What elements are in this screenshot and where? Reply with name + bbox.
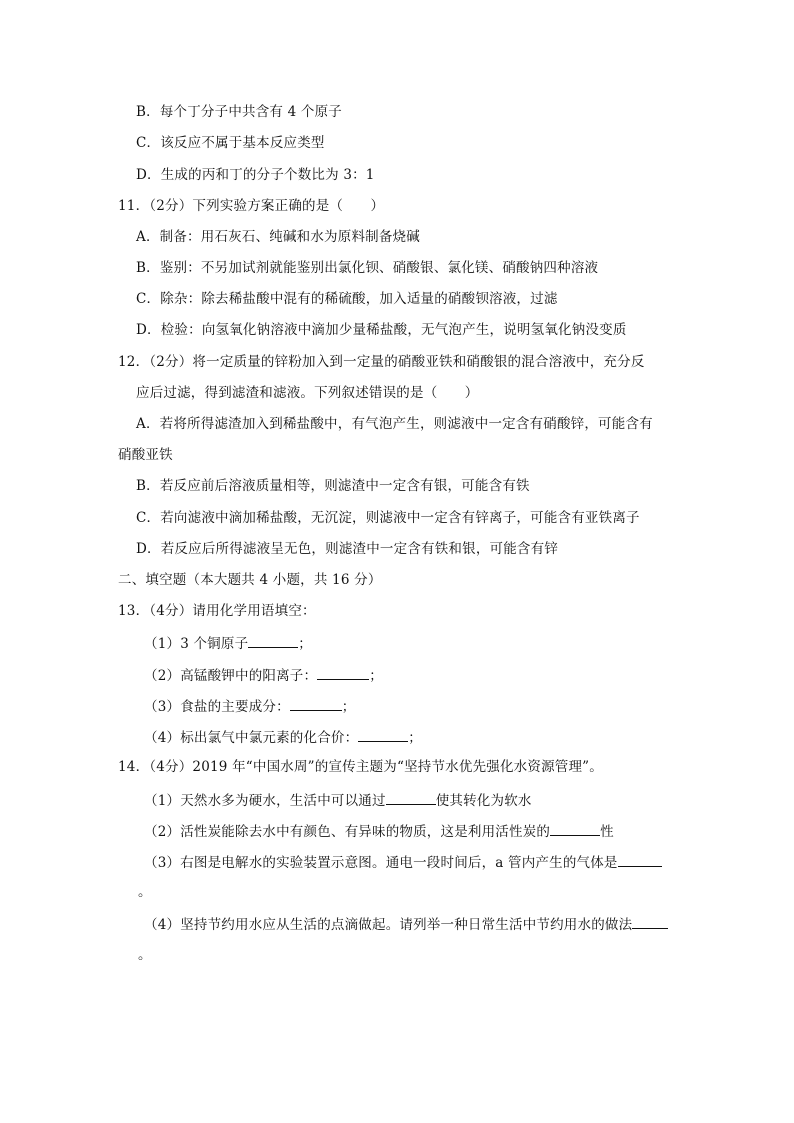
q11-option-c: C．除杂：除去稀盐酸中混有的稀硫酸，加入适量的硝酸钡溶液，过滤: [136, 291, 558, 307]
answer-blank[interactable]: [317, 665, 369, 680]
answer-blank[interactable]: [632, 914, 668, 929]
q14-part-2: [144, 821, 614, 841]
q12-stem-line-2: 应后过滤，得到滤渣和滤液。下列叙述错误的是（ ）: [136, 385, 479, 401]
q12-option-d: D．若反应后所得滤液呈无色，则滤渣中一定含有铁和银，可能含有锌: [136, 541, 559, 557]
q11-option-b: B．鉴别：不另加试剂就能鉴别出氯化钡、硝酸银、氯化镁、硝酸钠四种溶液: [136, 260, 599, 276]
section-2-title: 二、填空题（本大题共 4 小题，共 16 分）: [118, 572, 382, 588]
q13-part-4-text: （4）标出氯气中氯元素的化合价：: [144, 730, 359, 746]
q13-part-1-text: （1）3 个铜原子: [144, 636, 249, 652]
q13-part-3-end: ；: [341, 699, 356, 715]
q14-part-1: [144, 790, 532, 810]
q11-stem: 11．（2分）下列实验方案正确的是（ ）: [118, 198, 385, 214]
q14-part-3-text: （3）右图是电解水的实验装置示意图。通电一段时间后，a 管内产生的气体是: [144, 855, 618, 871]
q13-part-2: [144, 665, 383, 685]
q13-part-1: [144, 633, 312, 653]
q14-part-4-text: （4）坚持节约用水应从生活的点滴做起。请列举一种日常生活中节约用水的做法: [144, 917, 633, 933]
q14-part-4-end: 。: [138, 947, 152, 963]
q13-part-3-text: （3）食盐的主要成分：: [144, 699, 290, 715]
answer-blank[interactable]: [290, 696, 342, 711]
q11-option-a: A．制备：用石灰石、纯碱和水为原料制备烧碱: [136, 229, 420, 245]
q14-part-3: [144, 852, 662, 872]
q13-part-3: [144, 696, 356, 716]
q13-part-1-end: ；: [298, 636, 312, 652]
answer-blank[interactable]: [386, 790, 436, 805]
q12-option-c: C．若向滤液中滴加稀盐酸，无沉淀，则滤液中一定含有锌离子，可能含有亚铁离子: [136, 510, 640, 526]
q14-part-1-text: （1）天然水多为硬水，生活中可以通过: [144, 793, 386, 809]
q14-stem: 14．（4分）2019 年“中国水周”的宣传主题为“坚持节水优先强化水资源管理”。: [118, 759, 603, 775]
q12-option-a-line-2: 硝酸亚铁: [118, 447, 173, 463]
answer-blank[interactable]: [618, 852, 662, 867]
q10-option-c: C．该反应不属于基本反应类型: [136, 135, 325, 151]
q13-part-2-end: ；: [369, 668, 383, 684]
q14-part-1-tail: 使其转化为软水: [435, 793, 532, 809]
answer-blank[interactable]: [248, 633, 298, 648]
q12-option-b: B．若反应前后溶液质量相等，则滤渣中一定含有银，可能含有铁: [136, 478, 530, 494]
q13-part-2-text: （2）高锰酸钾中的阳离子：: [144, 668, 318, 684]
q10-option-d: D．生成的丙和丁的分子个数比为 3：1: [136, 167, 375, 183]
answer-blank[interactable]: [358, 727, 408, 742]
q12-option-a-line-1: A．若将所得滤渣加入到稀盐酸中，有气泡产生，则滤液中一定含有硝酸锌，可能含有: [136, 416, 653, 432]
answer-blank[interactable]: [550, 821, 600, 836]
q11-option-d: D．检验：向氢氧化钠溶液中滴加少量稀盐酸，无气泡产生，说明氢氧化钠没变质: [136, 322, 627, 338]
q14-part-2-tail: 性: [600, 824, 614, 840]
q13-part-4: [144, 727, 422, 747]
q14-part-2-text: （2）活性炭能除去水中有颜色、有异味的物质，这是利用活性炭的: [144, 824, 551, 840]
q10-option-b: B．每个丁分子中共含有 4 个原子: [136, 104, 342, 120]
q12-stem-line-1: 12．（2分）将一定质量的锌粉加入到一定量的硝酸亚铁和硝酸银的混合溶液中，充分反: [118, 354, 645, 370]
q14-part-3-end: 。: [138, 884, 152, 900]
q14-part-4: [144, 914, 668, 934]
q13-part-4-end: ；: [408, 730, 422, 746]
q13-stem: 13．（4分）请用化学用语填空：: [118, 603, 316, 619]
